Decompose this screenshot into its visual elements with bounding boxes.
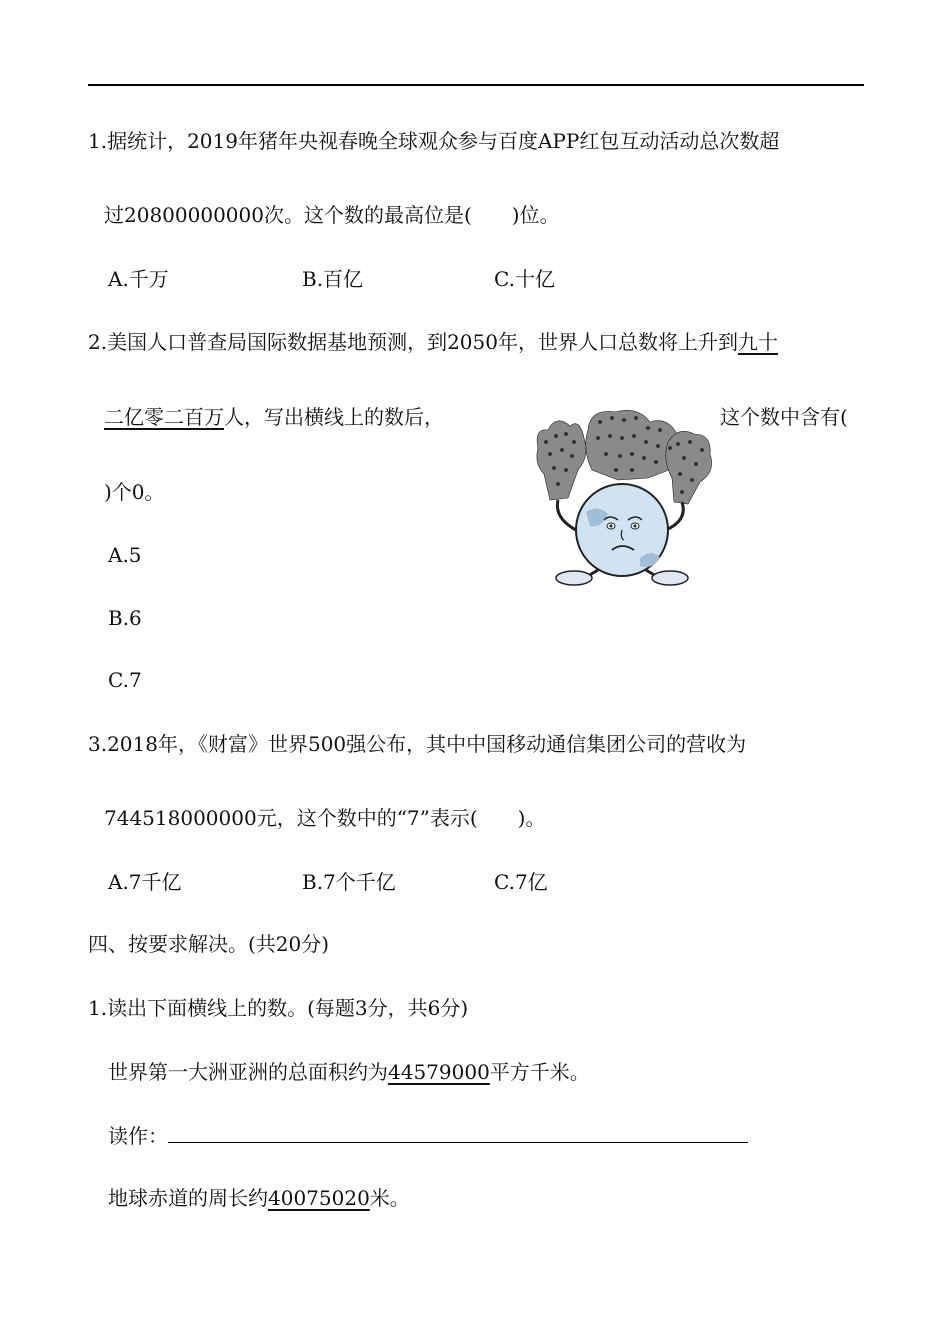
q1-option-a: A.千万	[108, 267, 169, 291]
q2-line2-right: 这个数中含有(	[720, 405, 848, 429]
q3-line1: 3.2018年，《财富》世界500强公布，其中中国移动通信集团公司的营收为	[88, 732, 747, 756]
section4-heading: 四、按要求解决。(共20分)	[88, 932, 330, 956]
q1-option-c: C.十亿	[494, 267, 555, 291]
read-as-label: 读作：	[108, 1124, 168, 1148]
q2-option-a: A.5	[108, 543, 142, 567]
q2-underlined-number-start: 九十	[737, 330, 778, 354]
q2-line1-text: 2.美国人口普查局国际数据基地预测，到2050年，世界人口总数将上升到	[88, 330, 738, 354]
q3-option-c: C.7亿	[494, 870, 548, 894]
equator-text: 地球赤道的周长约	[108, 1186, 268, 1210]
q2-option-b: B.6	[108, 606, 142, 630]
read-as-answer-blank[interactable]	[168, 1124, 748, 1143]
q2-line1	[88, 330, 778, 354]
asia-area-number: 44579000	[388, 1060, 490, 1084]
q1-option-b: B.百亿	[302, 267, 364, 291]
q2-line2	[104, 405, 444, 429]
q3-option-b: B.7个千亿	[302, 870, 396, 894]
read-as-line	[108, 1124, 748, 1148]
q2-line2-text: 人，写出横线上的数后，	[224, 405, 444, 429]
q3-line2: 744518000000元，这个数中的“7”表示( )。	[104, 806, 546, 830]
q2-underlined-number-end: 二亿零二百万	[104, 405, 224, 429]
q2-option-c: C.7	[108, 668, 142, 692]
top-rule	[88, 84, 864, 86]
q3-option-a: A.7千亿	[108, 870, 182, 894]
q1-line2: 过20800000000次。这个数的最高位是( )位。	[104, 203, 560, 227]
equator-unit: 米。	[369, 1186, 410, 1210]
asia-area-text: 世界第一大洲亚洲的总面积约为	[108, 1060, 388, 1084]
section4-sub1: 1.读出下面横线上的数。(每题3分，共6分)	[88, 996, 469, 1020]
asia-area-line	[108, 1060, 590, 1084]
q2-line3: )个0。	[104, 480, 165, 504]
equator-number: 40075020	[268, 1186, 370, 1210]
q1-line1: 1.据统计，2019年猪年央视春晚全球观众参与百度APP红包互动活动总次数超	[88, 129, 780, 153]
asia-area-unit: 平方千米。	[489, 1060, 590, 1084]
earth-population-illustration	[528, 408, 718, 588]
equator-line	[108, 1186, 410, 1210]
